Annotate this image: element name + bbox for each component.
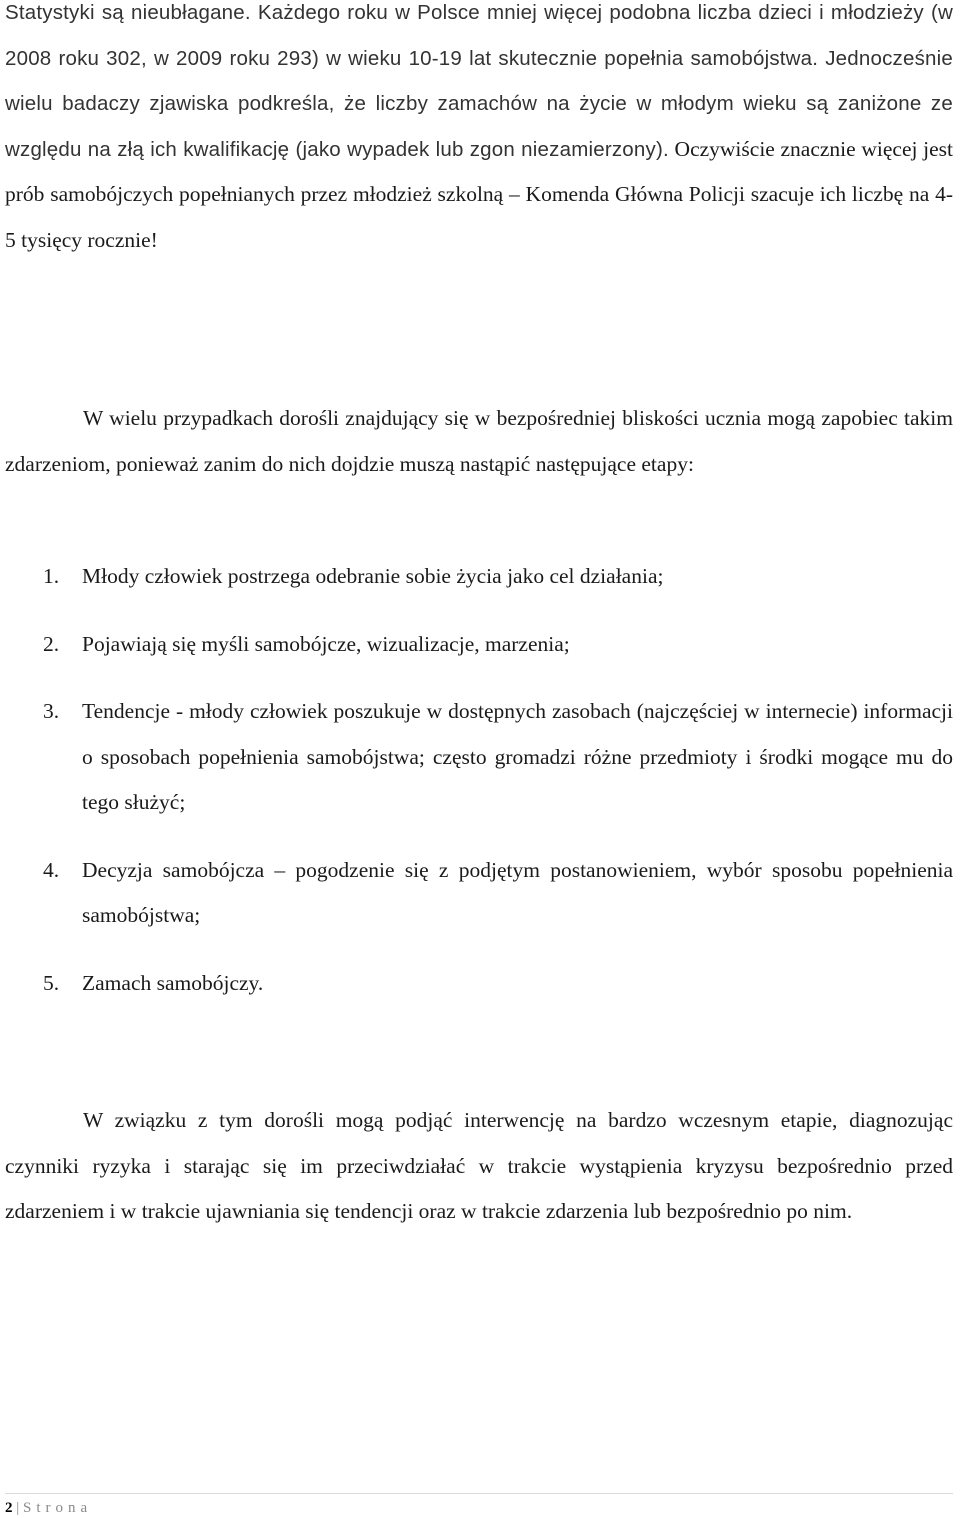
paragraph-prevention: W wielu przypadkach dorośli znajdujący się w bezpośredniej bliskości ucznia mogą zapobiec takim zdarzeniom, ponieważ zanim do nich dojdzie muszą nastąpić następujące etapy: (5, 406, 953, 476)
list-item-text: Pojawiają się myśli samobójcze, wizualizacje, marzenia; (82, 631, 570, 656)
list-item-number: 3. (43, 699, 60, 723)
paragraph-statistics-part2: Oczywiście znacznie więcej jest prób samobójczych popełnianych przez młodzież szkolną – Komenda Główna Policji szacuje ich liczbę na 4-5 tysięcy rocznie! (5, 136, 953, 252)
list-item-number: 5. (43, 970, 60, 995)
footer-page-label: Strona (23, 1500, 93, 1516)
list-item (5, 848, 953, 939)
page-number: 2 (5, 1500, 13, 1516)
list-item (5, 689, 953, 826)
list-item-text: Zamach samobójczy. (82, 970, 264, 995)
list-item-text: Decyzja samobójcza – pogodzenie się z podjętym postanowieniem, wybór sposobu popełnienia samobójstwa; (82, 857, 953, 927)
paragraph-intervention: W związku z tym dorośli mogą podjąć interwencję na bardzo wczesnym etapie, diagnozując czynniki ryzyka i starając się im przeciwdziałać w trakcie wystąpienia kryzysu bezpośrednio przed zdarzeniem i w trakcie ujawniania się tendencji oraz w trakcie zdarzenia lub bezpośrednio po nim. (5, 1108, 953, 1223)
paragraph-statistics (5, 0, 953, 263)
list-item-number: 4. (43, 857, 60, 882)
list-item (5, 622, 953, 668)
list-item-text: Tendencje - młody człowiek poszukuje w dostępnych zasobach (najczęściej w internecie) informacji o sposobach popełnienia samobójstwa; często gromadzi różne przedmioty i środki mogące mu do tego służyć; (82, 699, 953, 814)
stages-list (5, 554, 953, 1028)
list-item (5, 961, 953, 1007)
list-item-text: Młody człowiek postrzega odebranie sobie życia jako cel działania; (82, 564, 664, 588)
list-item-number: 1. (43, 564, 60, 588)
list-item (5, 554, 953, 600)
paragraph-statistics-part1: Statystyki są nieubłagane. Każdego roku w Polsce mniej więcej podobna liczba dzieci i młodzieży (w 2008 roku 302, w 2009 roku 293) w wieku 10-19 lat skutecznie popełnia samobójstwa. Jednocześnie wielu badaczy zjawiska podkreśla, że liczby zamachów na życie w młodym wieku są zaniżone ze względu na złą ich kwalifikację (jako wypadek lub zgon niezamierzony). (5, 1, 953, 161)
footer-separator: | (12, 1500, 24, 1516)
page-footer (5, 1493, 953, 1518)
list-item-number: 2. (43, 631, 60, 656)
